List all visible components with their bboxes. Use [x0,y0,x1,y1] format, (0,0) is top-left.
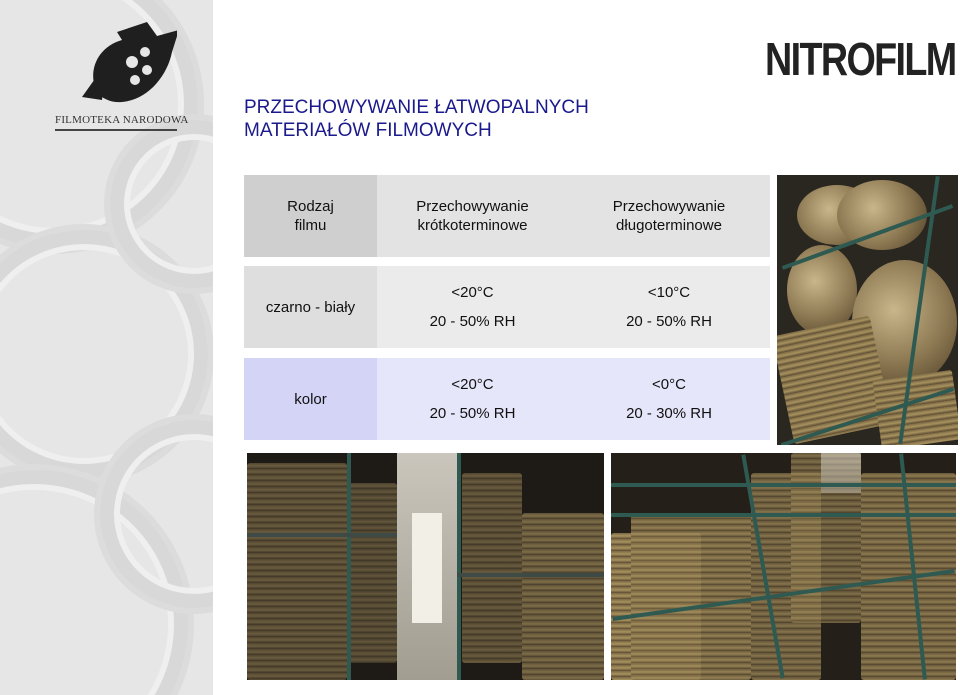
header-film-type-line2: filmu [294,217,327,234]
film-type-cell [244,266,377,348]
long-term-cell [568,266,770,348]
filmoteka-narodowa-logo [55,22,189,140]
short-term-cell [377,266,568,348]
header-short-term-line2: krótkoterminowe [417,217,528,234]
short-term-humidity: 20 - 50% RH [429,313,516,330]
photo-archive-corridor [247,453,604,680]
decorative-film-reels-background [0,0,213,695]
long-term-temperature: <0°C [652,376,686,393]
nitrofilm-logo: NITROFILM [765,33,956,85]
header-film-type [244,175,377,257]
long-term-cell [568,358,770,440]
photo-stacked-reels [611,453,956,680]
photo-film-cans-shelf [777,175,958,445]
page-title [244,96,684,142]
long-term-humidity: 20 - 30% RH [626,405,712,422]
long-term-temperature: <10°C [647,284,691,301]
film-type-cell [244,358,377,440]
header-long-term-line1: Przechowywanie [612,198,726,215]
header-film-type-line1: Rodzaj [287,198,334,215]
header-long-term-line2: długoterminowe [616,217,722,234]
short-term-humidity: 20 - 50% RH [429,405,516,422]
header-short-term-line1: Przechowywanie [416,198,529,215]
page-title-line1: PRZECHOWYWANIE ŁATWOPALNYCH [244,97,589,118]
long-term-humidity: 20 - 50% RH [626,313,712,330]
page-title-line2: MATERIAŁÓW FILMOWYCH [244,120,492,141]
logo-underline [55,129,177,131]
film-reel-logo-icon [77,22,177,104]
header-short-term [377,175,568,257]
table-header-row [244,175,770,257]
film-type-label: kolor [294,390,327,408]
table-row-color [244,358,770,440]
short-term-cell [377,358,568,440]
short-term-temperature: <20°C [451,284,494,301]
filmoteka-narodowa-wordmark: FILMOTEKA NARODOWA [55,114,189,126]
table-row-black-white [244,266,770,348]
short-term-temperature: <20°C [451,376,494,393]
film-type-label: czarno - biały [265,298,356,316]
header-long-term [568,175,770,257]
